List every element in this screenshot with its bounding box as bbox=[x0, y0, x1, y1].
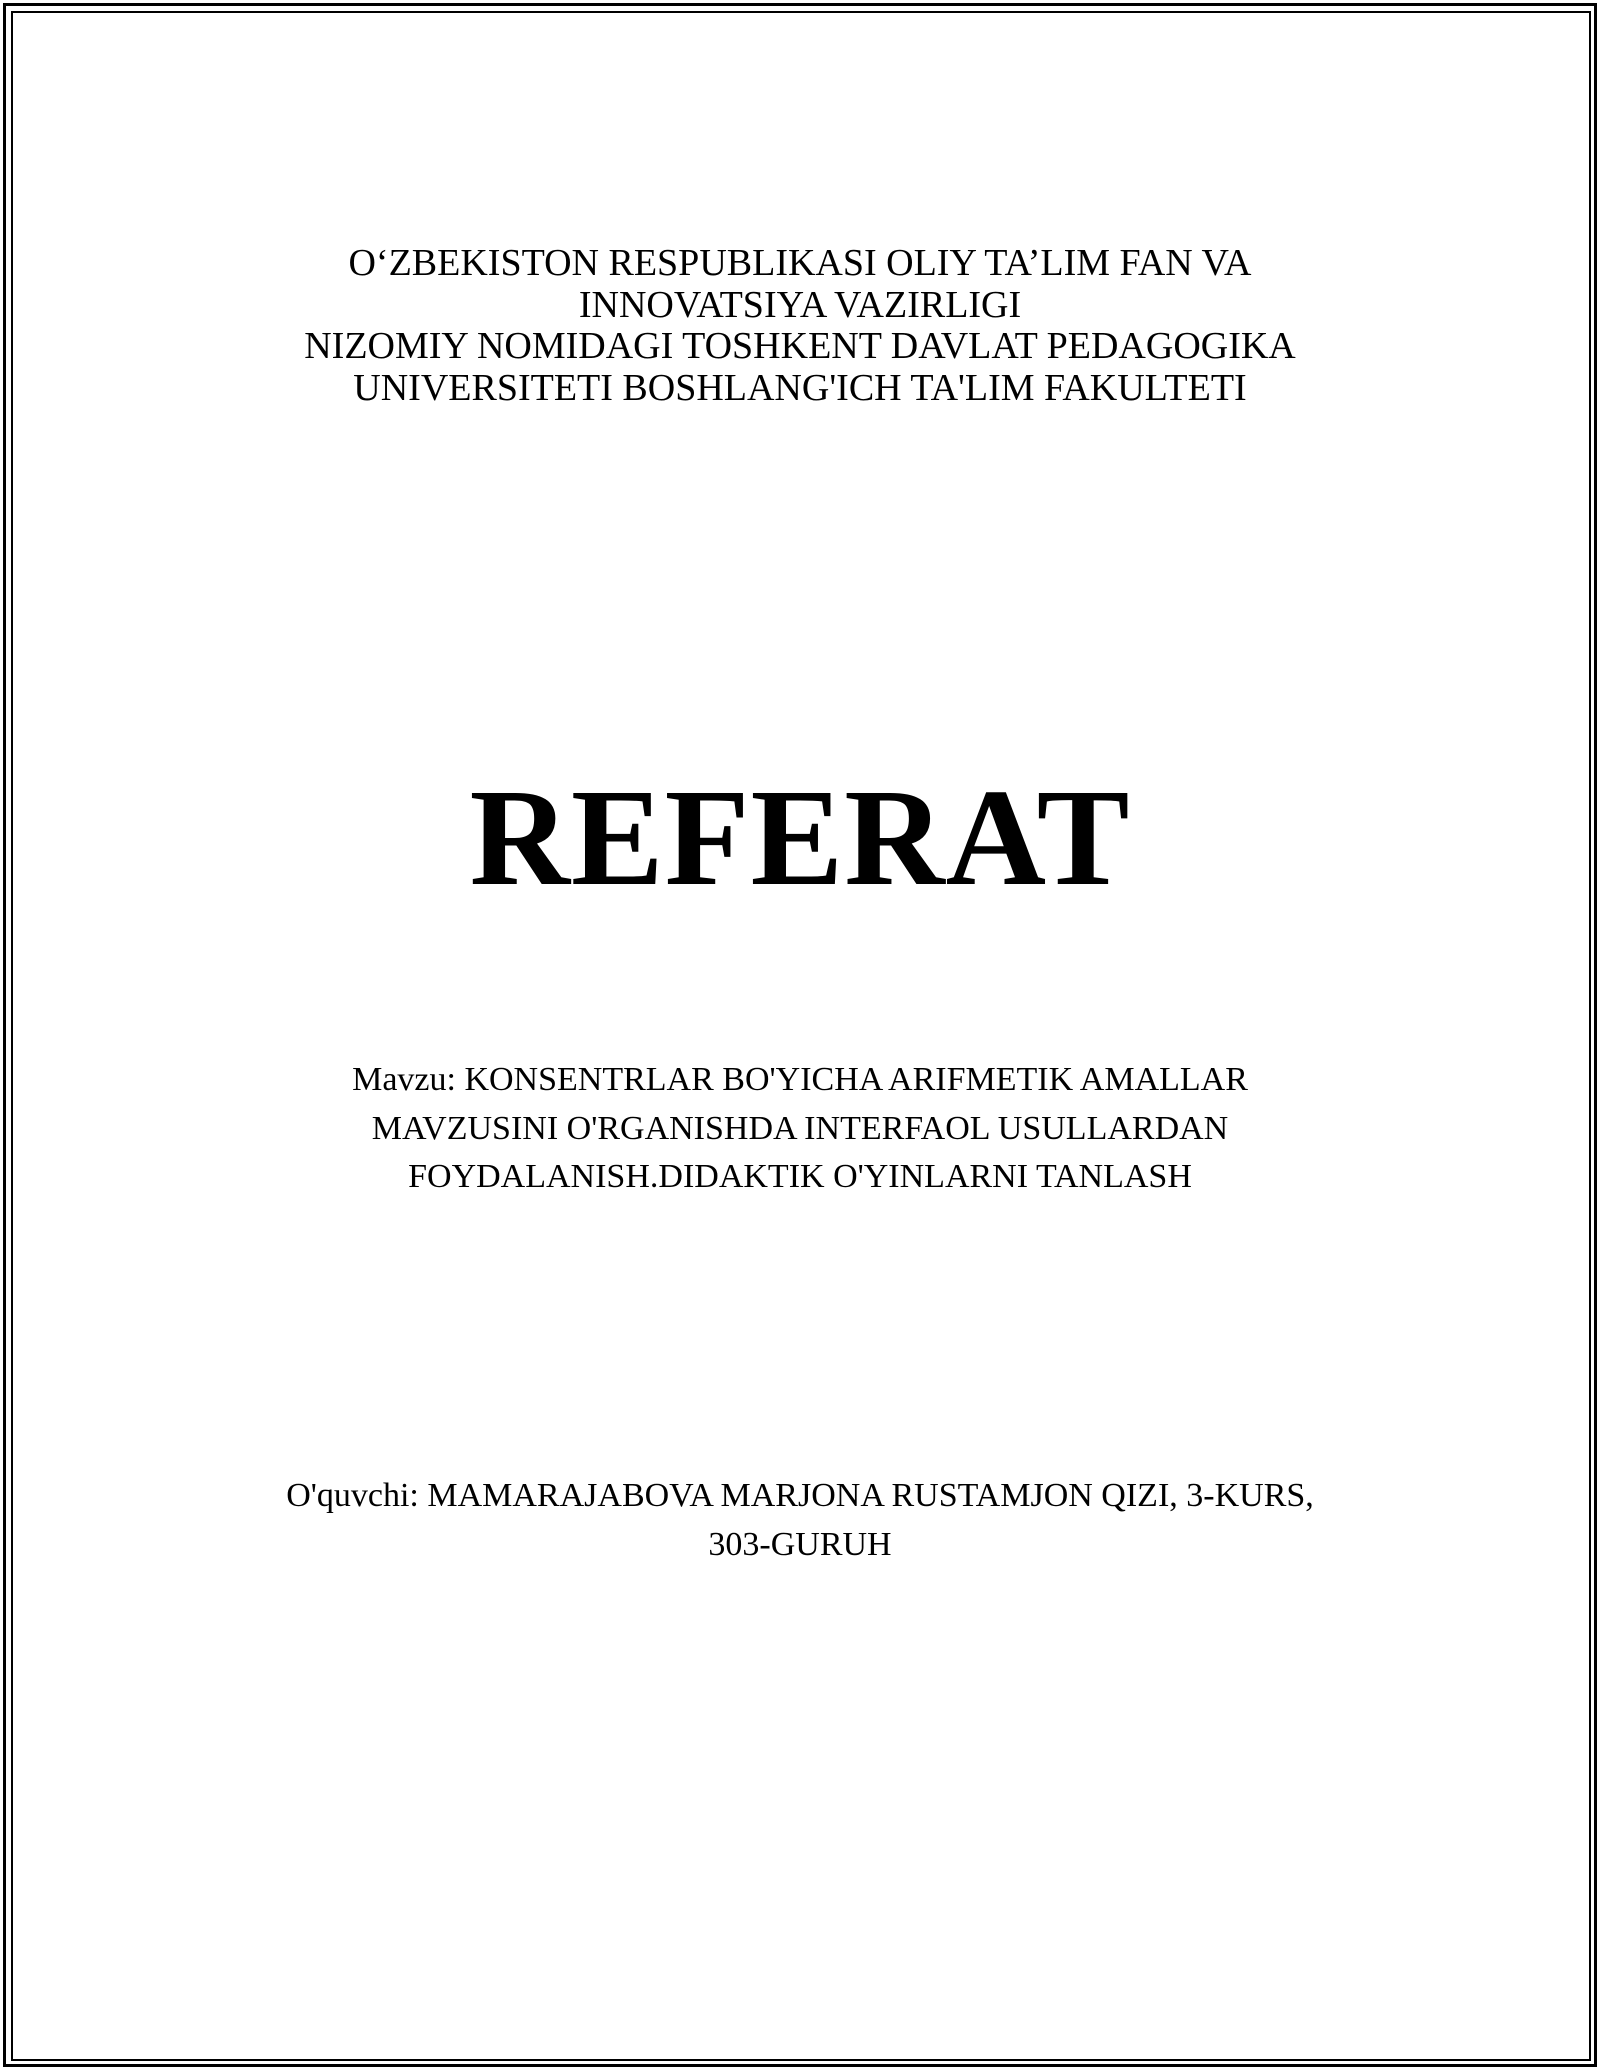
student-block bbox=[0, 1472, 1600, 1569]
topic-line: FOYDALANISH.DIDAKTIK O'YINLARNI TANLASH bbox=[408, 1158, 1192, 1195]
header-line: O‘ZBEKISTON RESPUBLIKASI OLIY TA’LIM FAN VA bbox=[348, 242, 1252, 284]
topic-block bbox=[0, 1056, 1600, 1202]
header-line: INNOVATSIYA VAZIRLIGI bbox=[578, 283, 1022, 326]
student-line: 303-GURUH bbox=[708, 1525, 892, 1563]
institution-header bbox=[0, 243, 1600, 409]
topic-line: Mavzu: KONSENTRLAR BO'YICHA ARIFMETIK AMALLAR bbox=[352, 1061, 1248, 1098]
student-line: O'quvchi: MAMARAJABOVA MARJONA RUSTAMJON QIZI, 3-KURS, bbox=[286, 1477, 1314, 1514]
topic-line: MAVZUSINI O'RGANISHDA INTERFAOL USULLARDAN bbox=[371, 1109, 1229, 1147]
header-line: UNIVERSITETI BOSHLANG'ICH TA'LIM FAKULTETI bbox=[353, 366, 1247, 409]
document-title: REFERAT bbox=[469, 761, 1131, 915]
header-line: NIZOMIY NOMIDAGI TOSHKENT DAVLAT PEDAGOGIKA bbox=[304, 325, 1296, 367]
